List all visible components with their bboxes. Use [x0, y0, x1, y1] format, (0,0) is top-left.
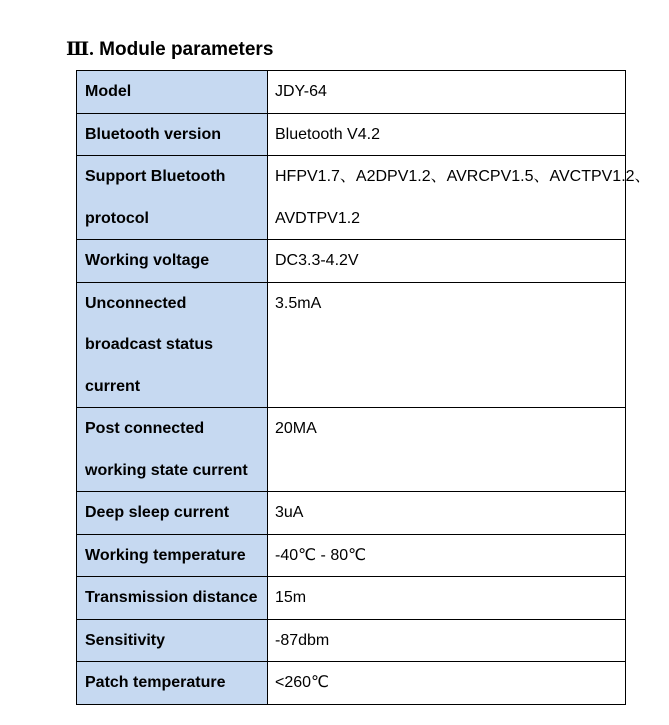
parameter-row: [77, 282, 626, 408]
parameter-value-cell: [268, 71, 626, 114]
parameter-name-cell: [77, 156, 268, 240]
parameter-name-cell: [77, 71, 268, 114]
parameter-row: [77, 577, 626, 620]
parameter-name-cell: [77, 113, 268, 156]
parameter-name-line: Unconnected: [85, 294, 187, 312]
parameter-name-line: protocol: [85, 209, 149, 227]
parameter-value-line: Bluetooth V4.2: [275, 125, 380, 143]
parameter-value-line: DC3.3-4.2V: [275, 252, 359, 269]
parameter-value-line: AVDTPV1.2: [275, 209, 361, 227]
parameter-name-line: Bluetooth version: [85, 125, 222, 143]
parameter-name-cell: [77, 492, 268, 535]
parameter-row: [77, 492, 626, 535]
parameter-row: [77, 662, 626, 705]
parameter-row: [77, 71, 626, 114]
parameter-name-line: Post connected: [85, 420, 205, 437]
parameter-name-line: Patch temperature: [85, 674, 226, 691]
parameter-name-cell: [77, 577, 268, 620]
parameter-row: [77, 240, 626, 283]
parameter-value-cell: [268, 408, 626, 492]
section-numeral: Ⅲ.: [66, 39, 94, 60]
section-title: Module parameters: [99, 39, 274, 60]
parameter-value-line: 20MA: [275, 420, 317, 437]
parameter-value-line: 3uA: [275, 504, 304, 521]
parameter-name-cell: [77, 534, 268, 577]
parameter-name-cell: [77, 408, 268, 492]
parameter-name-line: Sensitivity: [85, 631, 166, 649]
parameter-name-line: working state current: [85, 461, 248, 479]
parameter-value-cell: [268, 534, 626, 577]
parameter-name-line: Working voltage: [85, 252, 210, 269]
parameter-value-line: <260℃: [275, 674, 330, 691]
parameter-value-cell: [268, 113, 626, 156]
parameter-name-line: Model: [85, 83, 132, 100]
parameter-name-cell: [77, 240, 268, 283]
parameter-row: [77, 156, 626, 240]
parameter-name-line: Transmission distance: [85, 589, 258, 606]
parameters-table-body: [77, 71, 651, 705]
parameter-value-line: -87dbm: [275, 631, 330, 649]
parameter-value-cell: [268, 619, 626, 662]
parameter-value-cell: [268, 240, 626, 283]
parameter-value-cell: [268, 156, 651, 240]
parameter-name-line: Support Bluetooth: [85, 168, 226, 185]
parameter-value-line: JDY-64: [275, 83, 327, 100]
parameter-row: [77, 534, 626, 577]
parameter-row: [77, 113, 626, 156]
parameter-value-line: 15m: [275, 589, 307, 606]
parameter-value-line: -40℃ - 80℃: [275, 546, 367, 564]
parameter-value-cell: [268, 662, 626, 705]
parameter-name-line: Deep sleep current: [85, 504, 230, 521]
parameter-name-line: Working temperature: [85, 546, 246, 564]
parameter-name-cell: [77, 282, 268, 408]
parameter-row: [77, 619, 626, 662]
section-heading: [66, 38, 273, 62]
parameter-value-cell: [268, 282, 626, 408]
module-parameters-table: [76, 70, 651, 705]
parameter-name-line: broadcast status: [85, 336, 214, 353]
parameter-row: [77, 408, 626, 492]
parameter-value-cell: [268, 577, 626, 620]
parameter-name-cell: [77, 662, 268, 705]
parameter-name-line: current: [85, 377, 141, 395]
parameter-value-line: HFPV1.7、A2DPV1.2、AVRCPV1.5、AVCTPV1.2、: [275, 168, 651, 185]
parameter-value-line: 3.5mA: [275, 294, 322, 312]
parameter-name-cell: [77, 619, 268, 662]
parameter-value-cell: [268, 492, 626, 535]
